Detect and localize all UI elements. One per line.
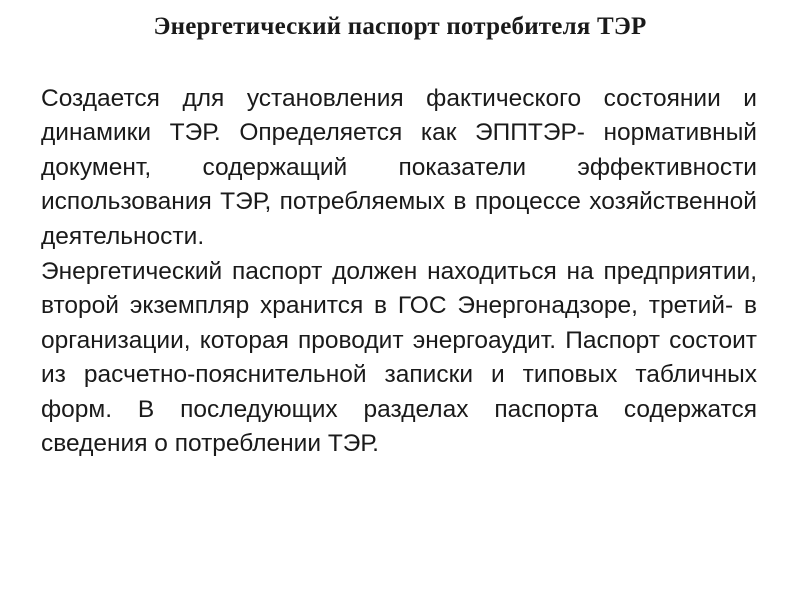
paragraph-purpose: Создается для установления фактического состоянии и динамики ТЭР. Определяется как ЭППТЭР- нормативный документ, содержащий показатели эффективности использования ТЭР, потребляемых в процессе хозяйственной деятельности. xyxy=(41,85,757,250)
paragraph-storage: Энергетический паспорт должен находиться на предприятии, второй экземпляр хранится в ГОС Энергонадзоре, третий- в организации, которая проводит энергоаудит. Паспорт состоит из расчетно-пояснительной записки и типовых табличных форм. В последующих разделах паспорта содержатся сведения о потреблении ТЭР. xyxy=(41,258,757,458)
slide-body xyxy=(41,82,757,462)
slide-title: Энергетический паспорт потребителя ТЭР xyxy=(153,13,647,40)
